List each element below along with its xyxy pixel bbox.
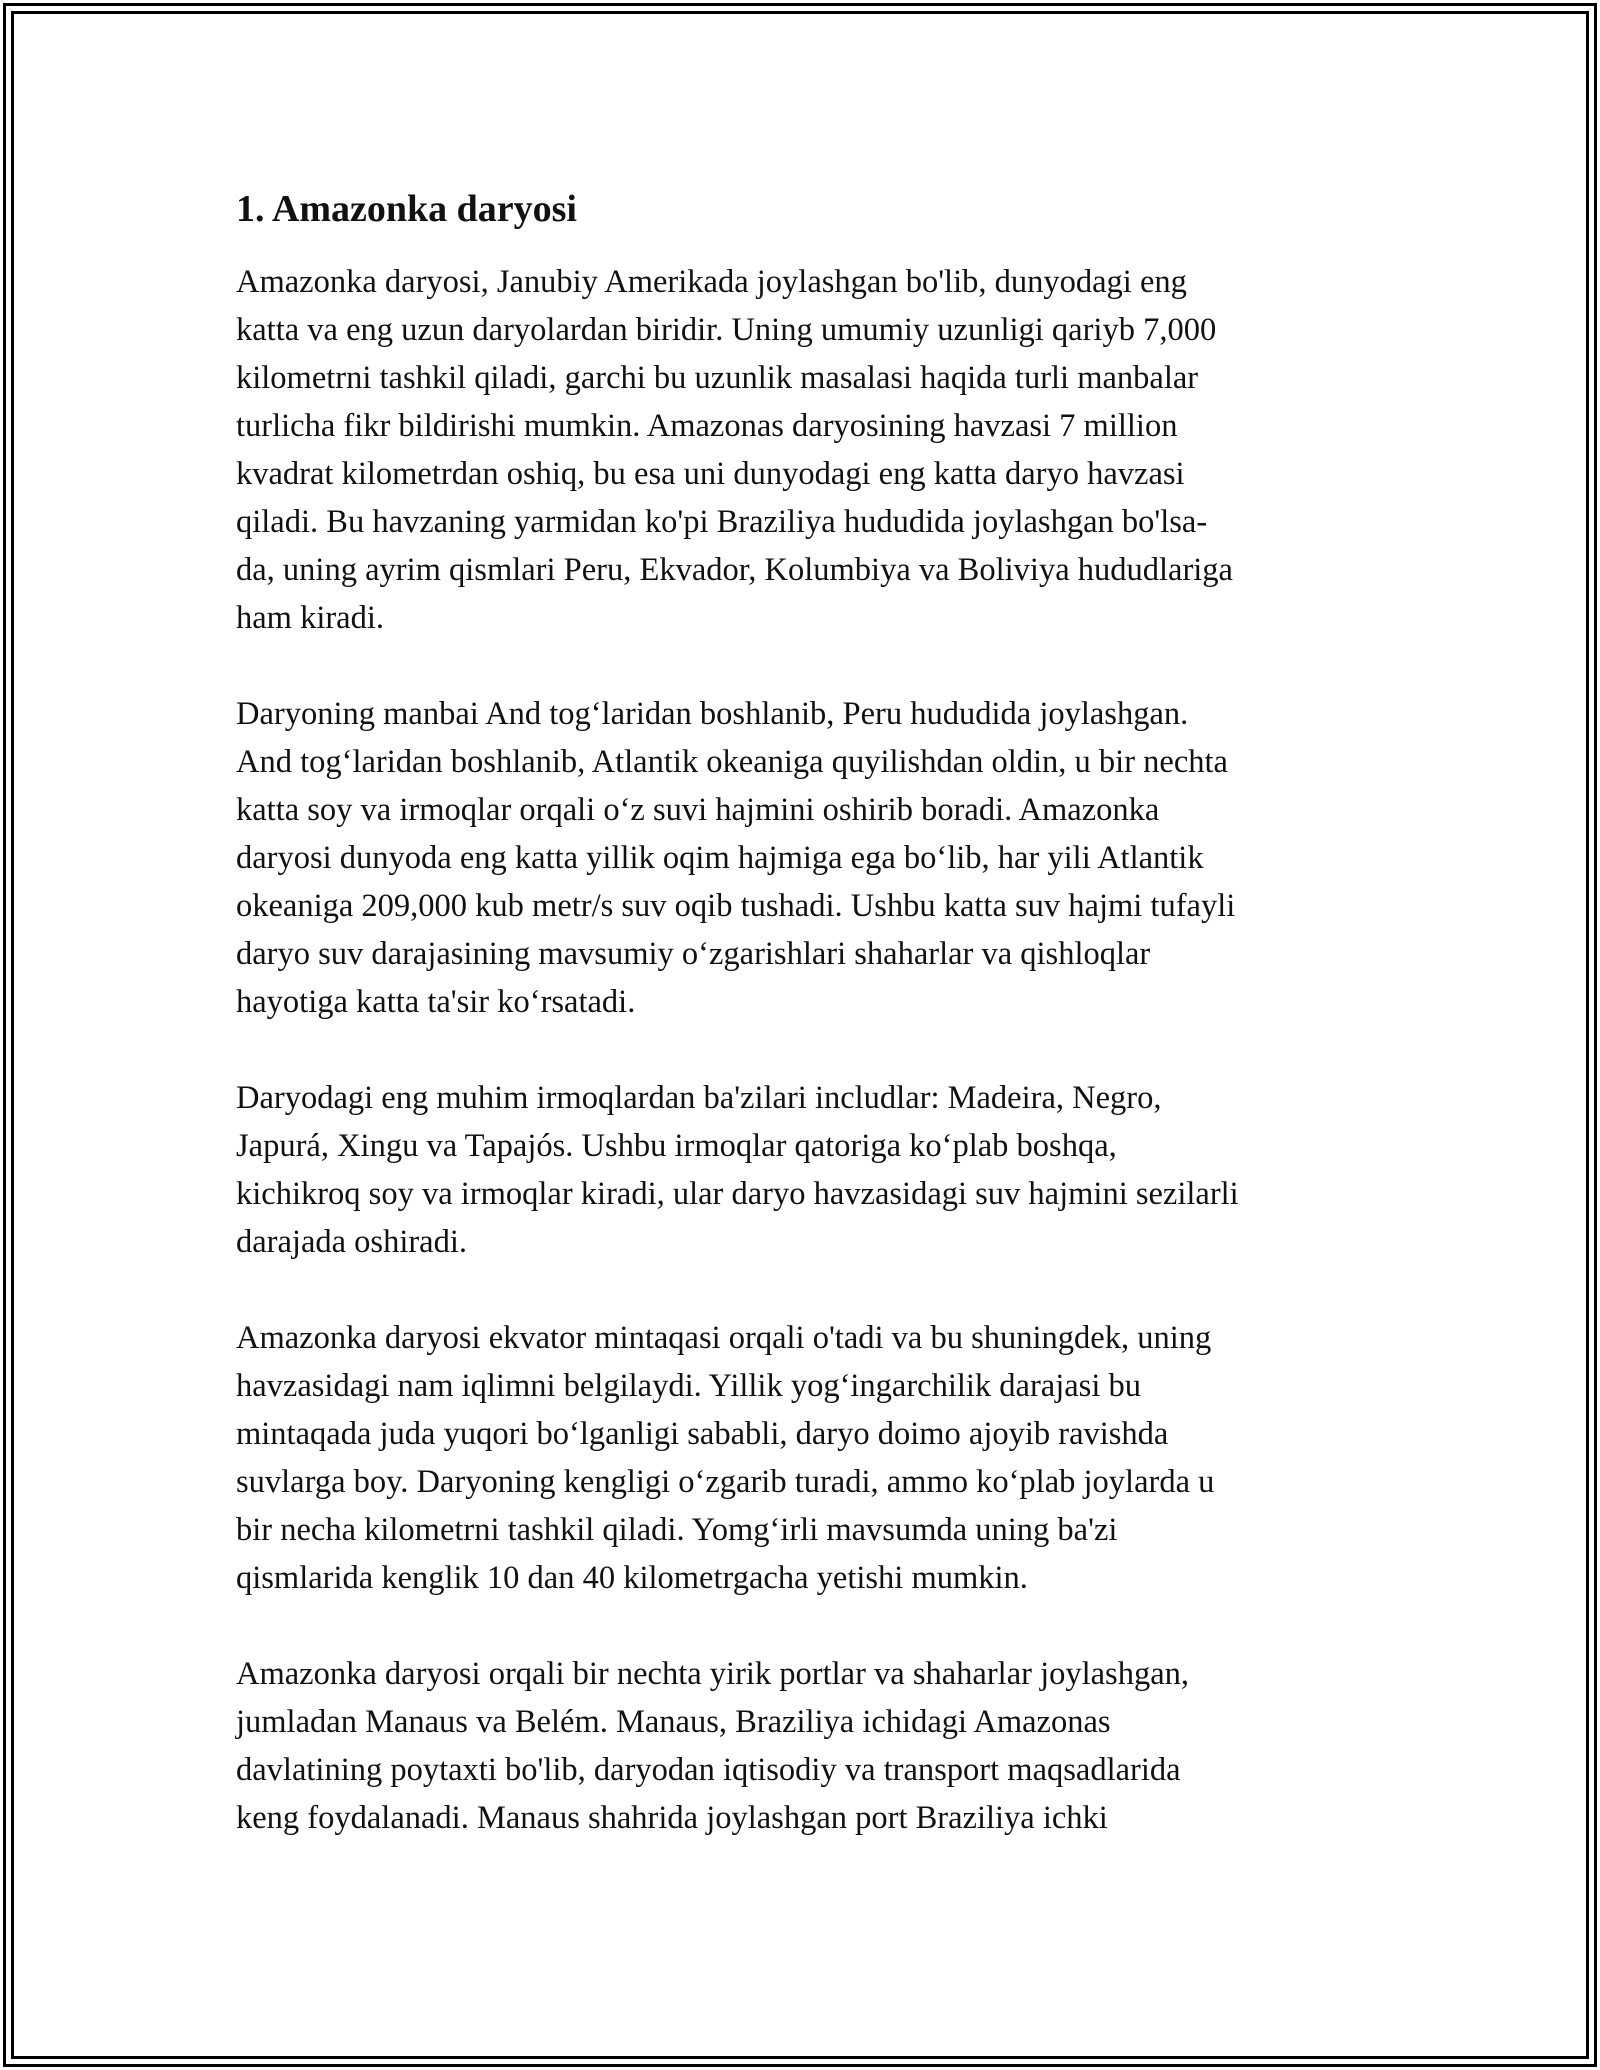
text-line: Japurá, Xingu va Tapajós. Ushbu irmoqlar qatoriga ko‘plab boshqa, [236,1128,1117,1164]
paragraph-5 [236,1650,1371,1842]
text-line: okeaniga 209,000 kub metr/s suv oqib tushadi. Ushbu katta suv hajmi tufayli [236,888,1236,924]
section-heading: 1. Amazonka daryosi [236,188,577,230]
text-line: kvadrat kilometrdan oshiq, bu esa uni dunyodagi eng katta daryo havzasi [236,456,1185,492]
text-line: mintaqada juda yuqori bo‘lganligi sababli, daryo doimo ajoyib ravishda [236,1416,1169,1452]
text-line: katta va eng uzun daryolardan biridir. Uning umumiy uzunligi qariyb 7,000 [236,312,1217,348]
paragraph-1 [236,258,1371,642]
text-line: hayotiga katta ta'sir ko‘rsatadi. [236,984,636,1020]
text-line: Daryodagi eng muhim irmoqlardan ba'zilari includlar: Madeira, Negro, [236,1080,1162,1116]
text-line: havzasidagi nam iqlimni belgilaydi. Yillik yog‘ingarchilik darajasi bu [236,1368,1141,1404]
text-line: keng foydalanadi. Manaus shahrida joylashgan port Braziliya ichki [236,1800,1108,1836]
text-line: da, uning ayrim qismlari Peru, Ekvador, Kolumbiya va Boliviya hududlariga [236,552,1233,588]
text-line: ham kiradi. [236,600,385,636]
text-line: qiladi. Bu havzaning yarmidan ko'pi Braziliya hududida joylashgan bo'lsa- [236,504,1208,540]
text-line: bir necha kilometrni tashkil qiladi. Yomg‘irli mavsumda uning ba'zi [236,1512,1118,1548]
text-line: turlicha fikr bildirishi mumkin. Amazonas daryosining havzasi 7 million [236,408,1178,444]
paragraph-2 [236,690,1371,1026]
paragraph-4 [236,1314,1371,1602]
text-line: katta soy va irmoqlar orqali o‘z suvi hajmini oshirib boradi. Amazonka [236,792,1160,828]
text-line: jumladan Manaus va Belém. Manaus, Braziliya ichidagi Amazonas [236,1704,1111,1740]
text-line: kichikroq soy va irmoqlar kiradi, ular daryo havzasidagi suv hajmini sezilarli [236,1176,1239,1212]
text-line: qismlarida kenglik 10 dan 40 kilometrgacha yetishi mumkin. [236,1560,1028,1596]
text-line: davlatining poytaxti bo'lib, daryodan iqtisodiy va transport maqsadlarida [236,1752,1181,1788]
text-line: kilometrni tashkil qiladi, garchi bu uzunlik masalasi haqida turli manbalar [236,360,1199,396]
text-line: Amazonka daryosi, Janubiy Amerikada joylashgan bo'lib, dunyodagi eng [236,264,1187,300]
text-line: darajada oshiradi. [236,1224,468,1260]
text-line: daryo suv darajasining mavsumiy o‘zgarishlari shaharlar va qishloqlar [236,936,1151,972]
text-line: Amazonka daryosi orqali bir nechta yirik portlar va shaharlar joylashgan, [236,1656,1190,1692]
paragraph-3 [236,1074,1371,1266]
text-line: And tog‘laridan boshlanib, Atlantik okeaniga quyilishdan oldin, u bir nechta [236,744,1228,780]
document-body [236,186,1371,1890]
text-line: Daryoning manbai And tog‘laridan boshlanib, Peru hududida joylashgan. [236,696,1189,732]
text-line: Amazonka daryosi ekvator mintaqasi orqali o'tadi va bu shuningdek, uning [236,1320,1212,1356]
text-line: suvlarga boy. Daryoning kengligi o‘zgarib turadi, ammo ko‘plab joylarda u [236,1464,1215,1500]
text-line: daryosi dunyoda eng katta yillik oqim hajmiga ega bo‘lib, har yili Atlantik [236,840,1204,876]
